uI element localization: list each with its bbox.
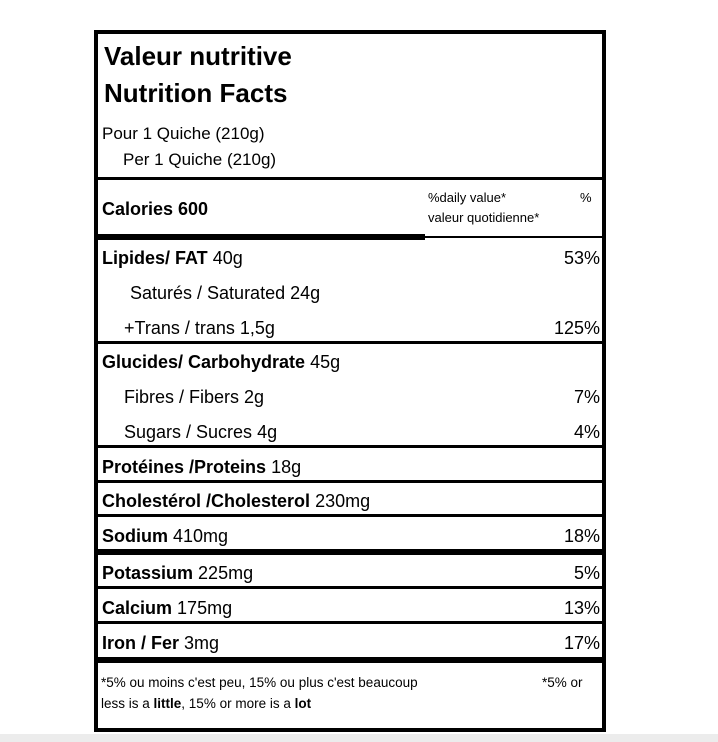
potassium-label: Potassium [102, 563, 194, 583]
divider-thick [98, 177, 602, 180]
footnote-lot: lot [294, 696, 312, 711]
divider [98, 341, 602, 344]
sodium-daily-value: 18% [563, 526, 600, 546]
footnote-french: *5% ou moins c'est peu, 15% ou plus c'est beaucoup [101, 675, 418, 690]
divider [98, 445, 602, 448]
trans-label: +Trans / trans [124, 318, 235, 338]
sodium-row [102, 526, 228, 547]
sodium-label: Sodium [102, 526, 168, 546]
footnote-english-text: , 15% or more is a [181, 696, 295, 711]
footnote-right: *5% or [542, 675, 583, 690]
fat-daily-value: 53% [563, 248, 600, 268]
trans-amount: 1,5g [239, 318, 275, 338]
calcium-daily-value: 13% [563, 598, 600, 618]
calories: Calories 600 [102, 199, 209, 219]
footnote-little: little [153, 696, 182, 711]
potassium-daily-value: 5% [573, 563, 600, 583]
iron-label: Iron / Fer [102, 633, 180, 653]
fibre-label: Fibres / Fibers [124, 387, 240, 407]
iron-daily-value: 17% [563, 633, 600, 653]
fibre-row [124, 387, 264, 408]
sugars-row [124, 422, 277, 443]
divider [98, 586, 602, 589]
protein-label: Protéines /Proteins [102, 457, 267, 477]
divider-thick [98, 549, 602, 555]
footnote-english [101, 696, 311, 711]
carbohydrate-label: Glucides/ Carbohydrate [102, 352, 306, 372]
daily-value-heading-english: %daily value* [428, 190, 507, 205]
title-french: Valeur nutritive [104, 41, 292, 71]
sugars-label: Sugars / Sucres [124, 422, 253, 442]
nutrition-facts-label [94, 30, 606, 732]
fibre-amount: 2g [244, 387, 265, 407]
title-english: Nutrition Facts [104, 78, 288, 108]
carbohydrate-amount: 45g [310, 352, 341, 372]
protein-amount: 18g [271, 457, 302, 477]
protein-row [102, 457, 301, 478]
cholesterol-amount: 230mg [315, 491, 371, 511]
calcium-label: Calcium [102, 598, 173, 618]
saturated-amount: 24g [290, 283, 321, 303]
divider [98, 514, 602, 517]
divider [98, 621, 602, 624]
serving-size-french: Pour 1 Quiche (210g) [102, 124, 265, 143]
trans-row [124, 318, 275, 339]
sugars-daily-value: 4% [573, 422, 600, 442]
fat-row [102, 248, 243, 269]
saturated-row [130, 283, 320, 304]
daily-value-percent-sign: % [580, 190, 592, 205]
trans-daily-value: 125% [553, 318, 600, 338]
carbohydrate-row [102, 352, 340, 373]
fat-amount: 40g [212, 248, 243, 268]
fat-label: Lipides/ FAT [102, 248, 208, 268]
iron-amount: 3mg [184, 633, 220, 653]
saturated-label: Saturés / Saturated [130, 283, 286, 303]
calcium-row [102, 598, 232, 619]
divider [98, 480, 602, 483]
cholesterol-label: Cholestérol /Cholesterol [102, 491, 311, 511]
potassium-row [102, 563, 253, 584]
serving-size-english: Per 1 Quiche (210g) [123, 150, 277, 169]
footnote-english-text: less is a [101, 696, 154, 711]
bottom-strip [0, 734, 718, 742]
cholesterol-row [102, 491, 370, 512]
potassium-amount: 225mg [198, 563, 254, 583]
fibre-daily-value: 7% [573, 387, 600, 407]
sodium-amount: 410mg [173, 526, 229, 546]
daily-value-heading-french: valeur quotidienne* [428, 210, 540, 225]
sugars-amount: 4g [257, 422, 278, 442]
calcium-amount: 175mg [177, 598, 233, 618]
divider [425, 236, 602, 238]
iron-row [102, 633, 219, 654]
divider-thick [98, 657, 602, 663]
calories-bar [98, 234, 425, 240]
